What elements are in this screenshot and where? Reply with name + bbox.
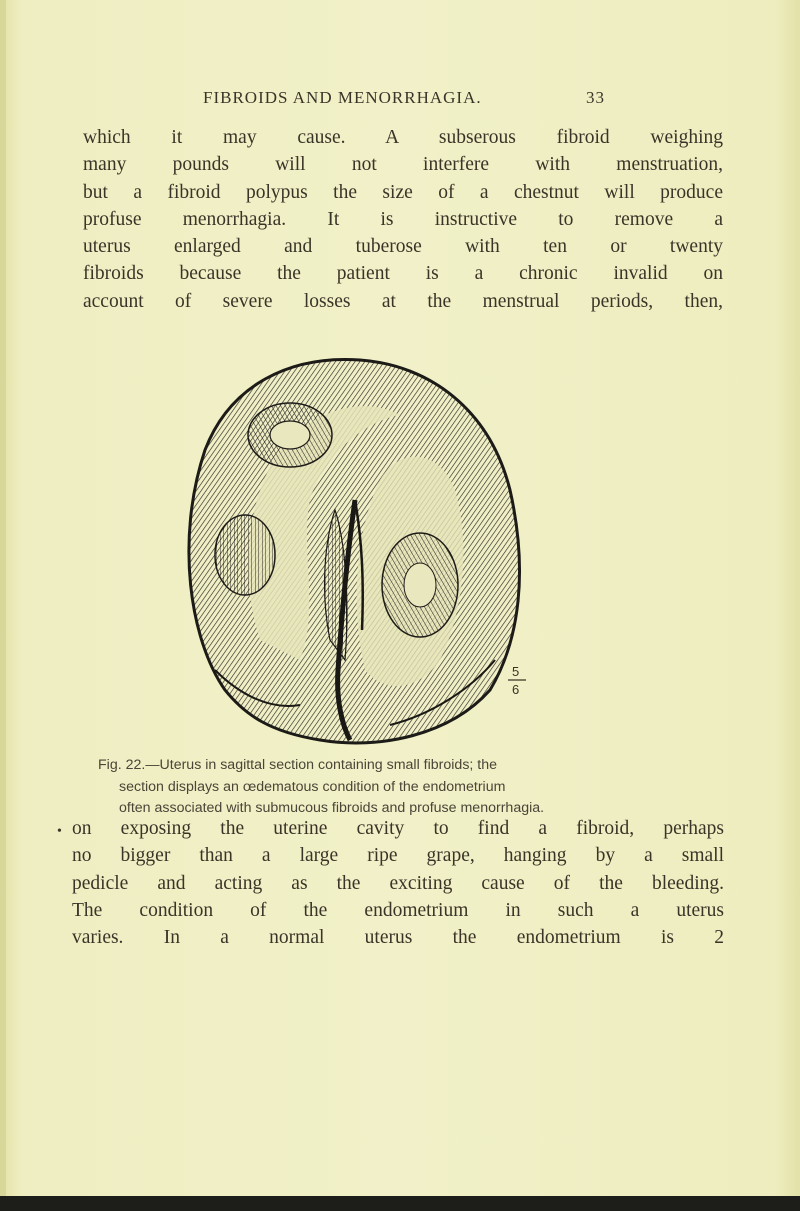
text-line: but a fibroid polypus the size of a chestnut will produce [83, 181, 723, 203]
text-line: which it may cause. A subserous fibroid weighing [83, 127, 723, 148]
uterus-section-illustration [150, 340, 560, 760]
page-edge-left [0, 0, 6, 1211]
caption-line: section displays an œdematous condition of the endometrium [119, 778, 506, 795]
text-line: profuse menorrhagia. It is instructive to remove a [83, 208, 723, 230]
figure-caption [98, 755, 738, 820]
running-header [0, 88, 800, 112]
text-line: uterus enlarged and tuberose with ten or twenty [83, 236, 723, 258]
text-line: on exposing the uterine cavity to find a fibroid, perhaps [72, 818, 724, 839]
scan-bottom-edge [0, 1196, 800, 1211]
paragraph-bottom [72, 815, 724, 951]
paragraph-top [83, 124, 723, 315]
page-number: 33 [586, 88, 605, 107]
caption-line: often associated with submucous fibroids and profuse menorrhagia. [119, 800, 545, 816]
text-line: no bigger than a large ripe grape, hanging by a small [72, 845, 724, 867]
running-title: FIBROIDS AND MENORRHAGIA. [203, 88, 482, 107]
text-line: The condition of the endometrium in such a uterus [72, 899, 724, 921]
text-line: account of severe losses at the menstrual periods, then, [83, 290, 723, 312]
text-line: pedicle and acting as the exciting cause of the bleeding. [72, 872, 724, 894]
margin-dot: • [57, 824, 62, 839]
text-line: fibroids because the patient is a chronic invalid on [83, 263, 723, 285]
figure-label-numerator: 5 [512, 664, 520, 679]
caption-line: Fig. 22.—Uterus in sagittal section containing small fibroids; the [98, 757, 498, 773]
text-line: many pounds will not interfere with menstruation, [83, 154, 723, 176]
text-line: varies. In a normal uterus the endometrium is 2 [72, 927, 724, 949]
figure-label-denominator: 6 [512, 682, 520, 697]
